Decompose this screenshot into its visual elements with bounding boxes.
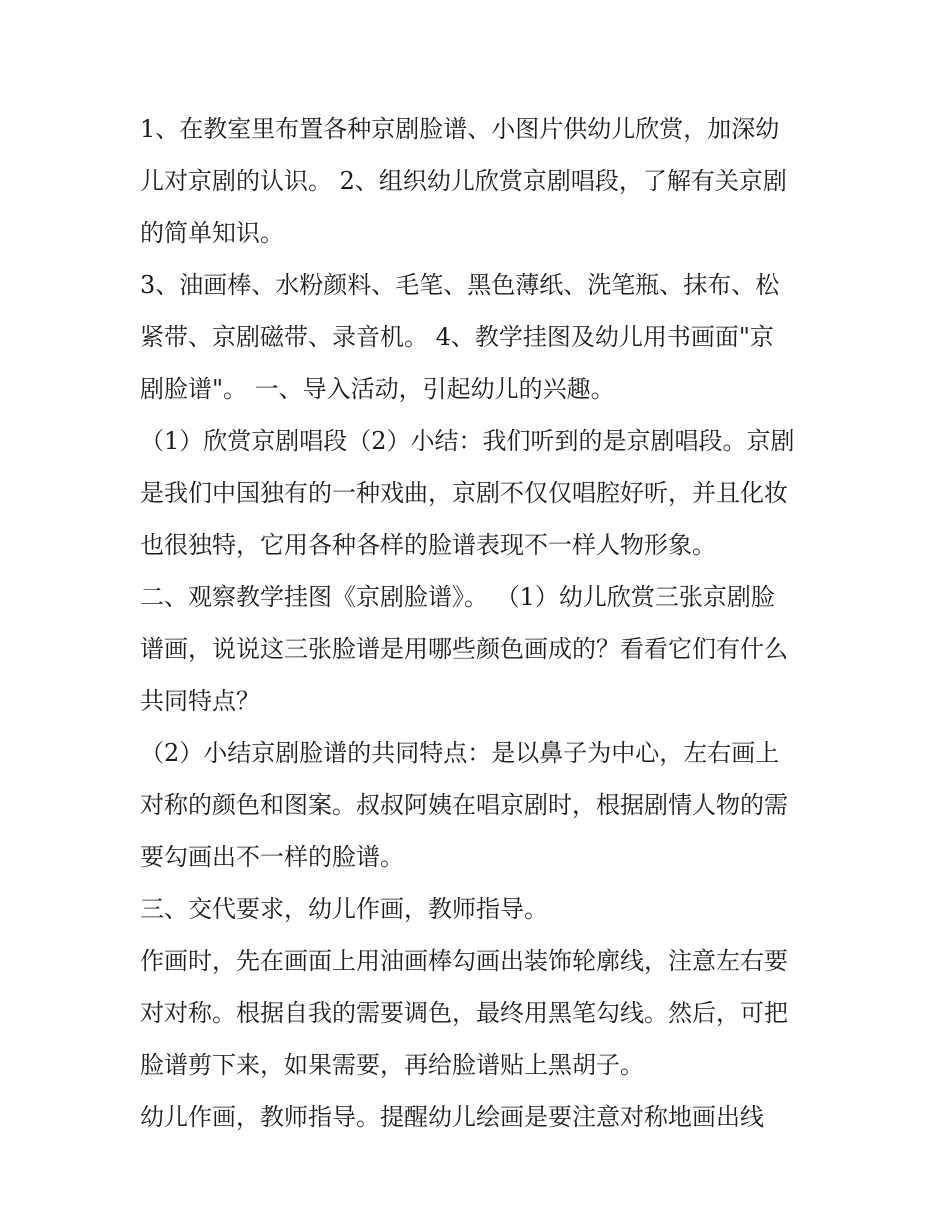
text-line: 也很独特，它用各种各样的脸谱表现不一样人物形象。 xyxy=(140,531,716,559)
text-line: 幼儿作画，教师指导。提醒幼儿绘画是要注意对称地画出线 xyxy=(140,1103,764,1131)
text-line: 对对称。根据自我的需要调色，最终用黑笔勾线。然后，可把 xyxy=(140,999,788,1027)
text-line: 脸谱剪下来，如果需要，再给脸谱贴上黑胡子。 xyxy=(140,1051,644,1079)
text-line: 是我们中国独有的一种戏曲，京剧不仅仅唱腔好听，并且化妆 xyxy=(140,479,788,507)
text-line: 要勾画出不一样的脸谱。 xyxy=(140,843,404,871)
text-line: 的简单知识。 xyxy=(140,219,284,247)
paragraph-materials xyxy=(140,259,820,415)
paragraph-drawing-instructions xyxy=(140,935,820,1091)
paragraph-observation xyxy=(140,571,820,727)
paragraph-section-three-heading xyxy=(140,883,820,935)
paragraph-summary xyxy=(140,727,820,883)
text-line: （2）小结京剧脸谱的共同特点：是以鼻子为中心，左右画上 xyxy=(140,739,780,767)
text-line: 对称的颜色和图案。叔叔阿姨在唱京剧时，根据剧情人物的需 xyxy=(140,791,788,819)
paragraph-teacher-guidance xyxy=(140,1091,820,1143)
text-line: （1）欣赏京剧唱段（2）小结：我们听到的是京剧唱段。京剧 xyxy=(140,427,795,455)
text-line: 儿对京剧的认识。 2、组织幼儿欣赏京剧唱段，了解有关京剧 xyxy=(140,167,787,195)
text-line: 谱画，说说这三张脸谱是用哪些颜色画成的？看看它们有什么 xyxy=(140,635,788,663)
text-line: 作画时，先在画面上用油画棒勾画出装饰轮廓线，注意左右要 xyxy=(140,947,788,975)
text-line: 剧脸谱"。 一、导入活动，引起幼儿的兴趣。 xyxy=(140,375,615,403)
document-body xyxy=(140,103,820,1143)
text-line: 三、交代要求，幼儿作画，教师指导。 xyxy=(140,895,548,923)
paragraph-introduction xyxy=(140,415,820,571)
text-line: 1、在教室里布置各种京剧脸谱、小图片供幼儿欣赏，加深幼 xyxy=(140,115,780,143)
text-line: 共同特点？ xyxy=(140,687,260,715)
text-line: 3、油画棒、水粉颜料、毛笔、黑色薄纸、洗笔瓶、抹布、松 xyxy=(140,271,780,299)
text-line: 紧带、京剧磁带、录音机。 4、教学挂图及幼儿用书画面"京 xyxy=(140,323,774,351)
text-line: 二、观察教学挂图《京剧脸谱》。 （1）幼儿欣赏三张京剧脸 xyxy=(140,583,775,611)
paragraph-preparation xyxy=(140,103,820,259)
